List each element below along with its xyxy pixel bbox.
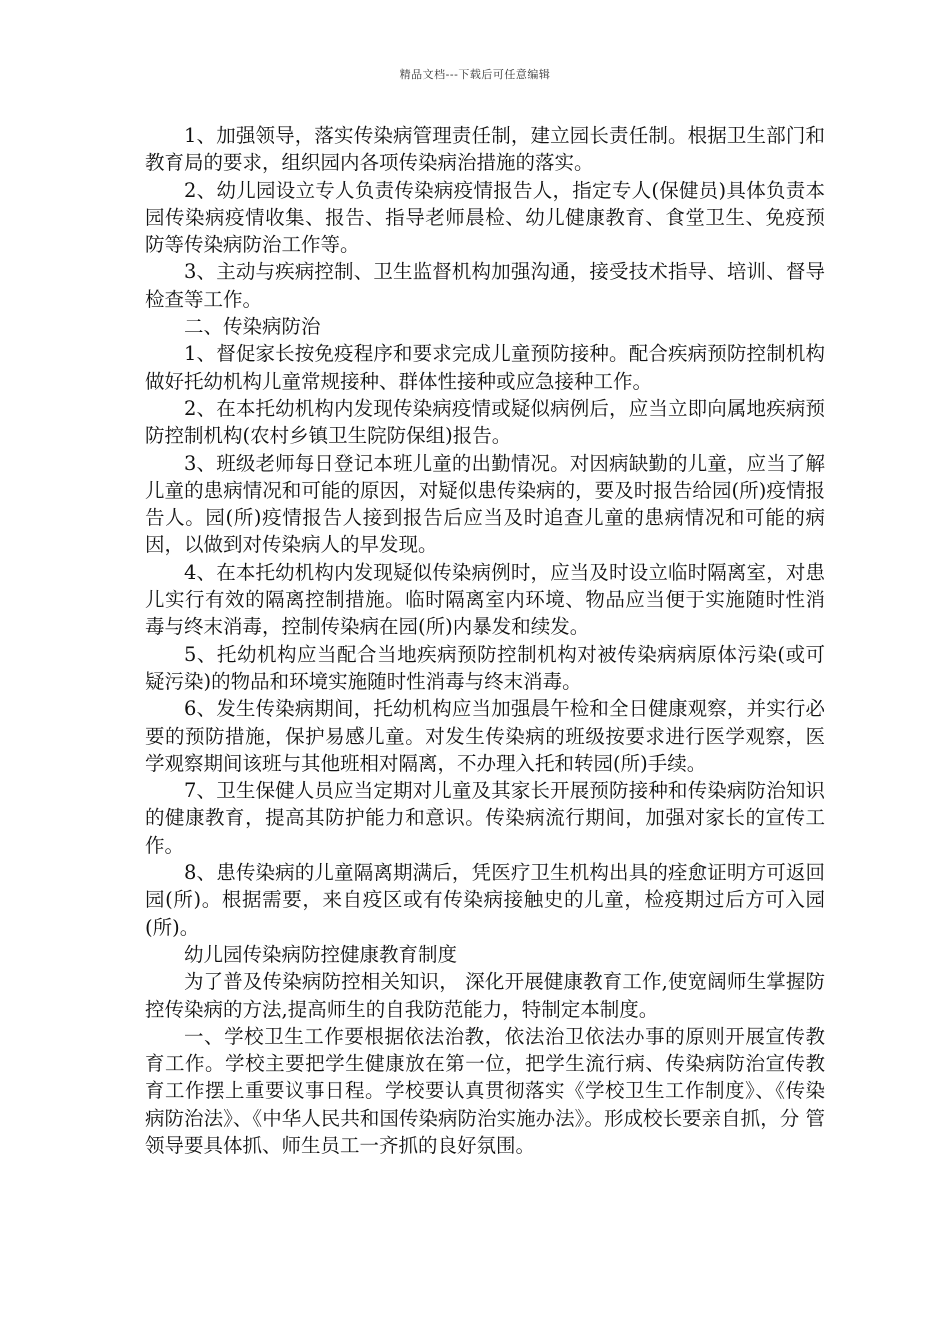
paragraph: 1、加强领导，落实传染病管理责任制，建立园长责任制。根据卫生部门和教育局的要求，组织园内各项传染病治措施的落实。 xyxy=(145,124,825,175)
paragraph: 4、在本托幼机构内发现疑似传染病例时，应当及时设立临时隔离室，对患儿实行有效的隔离控制措施。临时隔离室内环境、物品应当便于实施随时性消毒与终末消毒，控制传染病在园(所)内暴发和续发。 xyxy=(145,560,825,639)
paragraph: 6、发生传染病期间，托幼机构应当加强晨午检和全日健康观察，并实行必要的预防措施，保护易感儿童。对发生传染病的班级按要求进行医学观察，医学观察期间该班与其他班相对隔离，不办理入托和转园(所)手续。 xyxy=(145,697,825,775)
paragraph: 2、在本托幼机构内发现传染病疫情或疑似病例后，应当立即向属地疾病预防控制机构(农村乡镇卫生院防保组)报告。 xyxy=(145,396,825,448)
paragraph: 3、主动与疾病控制、卫生监督机构加强沟通，接受技术指导、培训、督导检查等工作。 xyxy=(145,260,825,311)
section-title: 幼儿园传染病防控健康教育制度 xyxy=(184,942,458,966)
paragraph: 为了普及传染病防控相关知识， 深化开展健康教育工作,使宽阔师生掌握防控传染病的方法,提高师生的自我防范能力，特制定本制度。 xyxy=(145,970,825,1021)
paragraph: 5、托幼机构应当配合当地疾病预防控制机构对被传染病病原体污染(或可疑污染)的物品和环境实施随时性消毒与终末消毒。 xyxy=(145,642,825,693)
paragraph: 7、卫生保健人员应当定期对儿童及其家长开展预防接种和传染病防治知识的健康教育，提高其防护能力和意识。传染病流行期间，加强对家长的宣传工作。 xyxy=(145,779,825,857)
paragraph: 2、幼儿园设立专人负责传染病疫情报告人，指定专人(保健员)具体负责本园传染病疫情收集、报告、指导老师晨检、幼儿健康教育、食堂卫生、免疫预防等传染病防治工作等。 xyxy=(145,178,825,257)
page-header: 精品文档---下载后可任意编辑 xyxy=(399,68,551,81)
section-heading: 二、传染病防治 xyxy=(184,315,321,339)
paragraph: 1、督促家长按免疫程序和要求完成儿童预防接种。配合疾病预防控制机构做好托幼机构儿童常规接种、群体性接种或应急接种工作。 xyxy=(145,342,825,393)
document-body xyxy=(145,122,825,1159)
paragraph: 一、学校卫生工作要根据依法治教，依法治卫依法办事的原则开展宣传教育工作。学校主要把学生健康放在第一位，把学生流行病、传染病防治宣传教育工作摆上重要议事日程。学校要认真贯彻落实《学校卫生工作制度》、《传染病防治法》、《中华人民共和国传染病防治实施办法》。形成校长要亲自抓，分 管领导要具体抓、师生员工一齐抓的良好氛围。 xyxy=(145,1024,825,1157)
paragraph: 8、患传染病的儿童隔离期满后，凭医疗卫生机构出具的痊愈证明方可返回园(所)。根据需要，来自疫区或有传染病接触史的儿童，检疫期过后方可入园(所)。 xyxy=(145,861,825,939)
paragraph: 3、班级老师每日登记本班儿童的出勤情况。对因病缺勤的儿童，应当了解儿童的患病情况和可能的原因，对疑似患传染病的，要及时报告给园(所)疫情报告人。园(所)疫情报告人接到报告后应当及时追查儿童的患病情况和可能的病因，以做到对传染病人的早发现。 xyxy=(145,451,825,557)
